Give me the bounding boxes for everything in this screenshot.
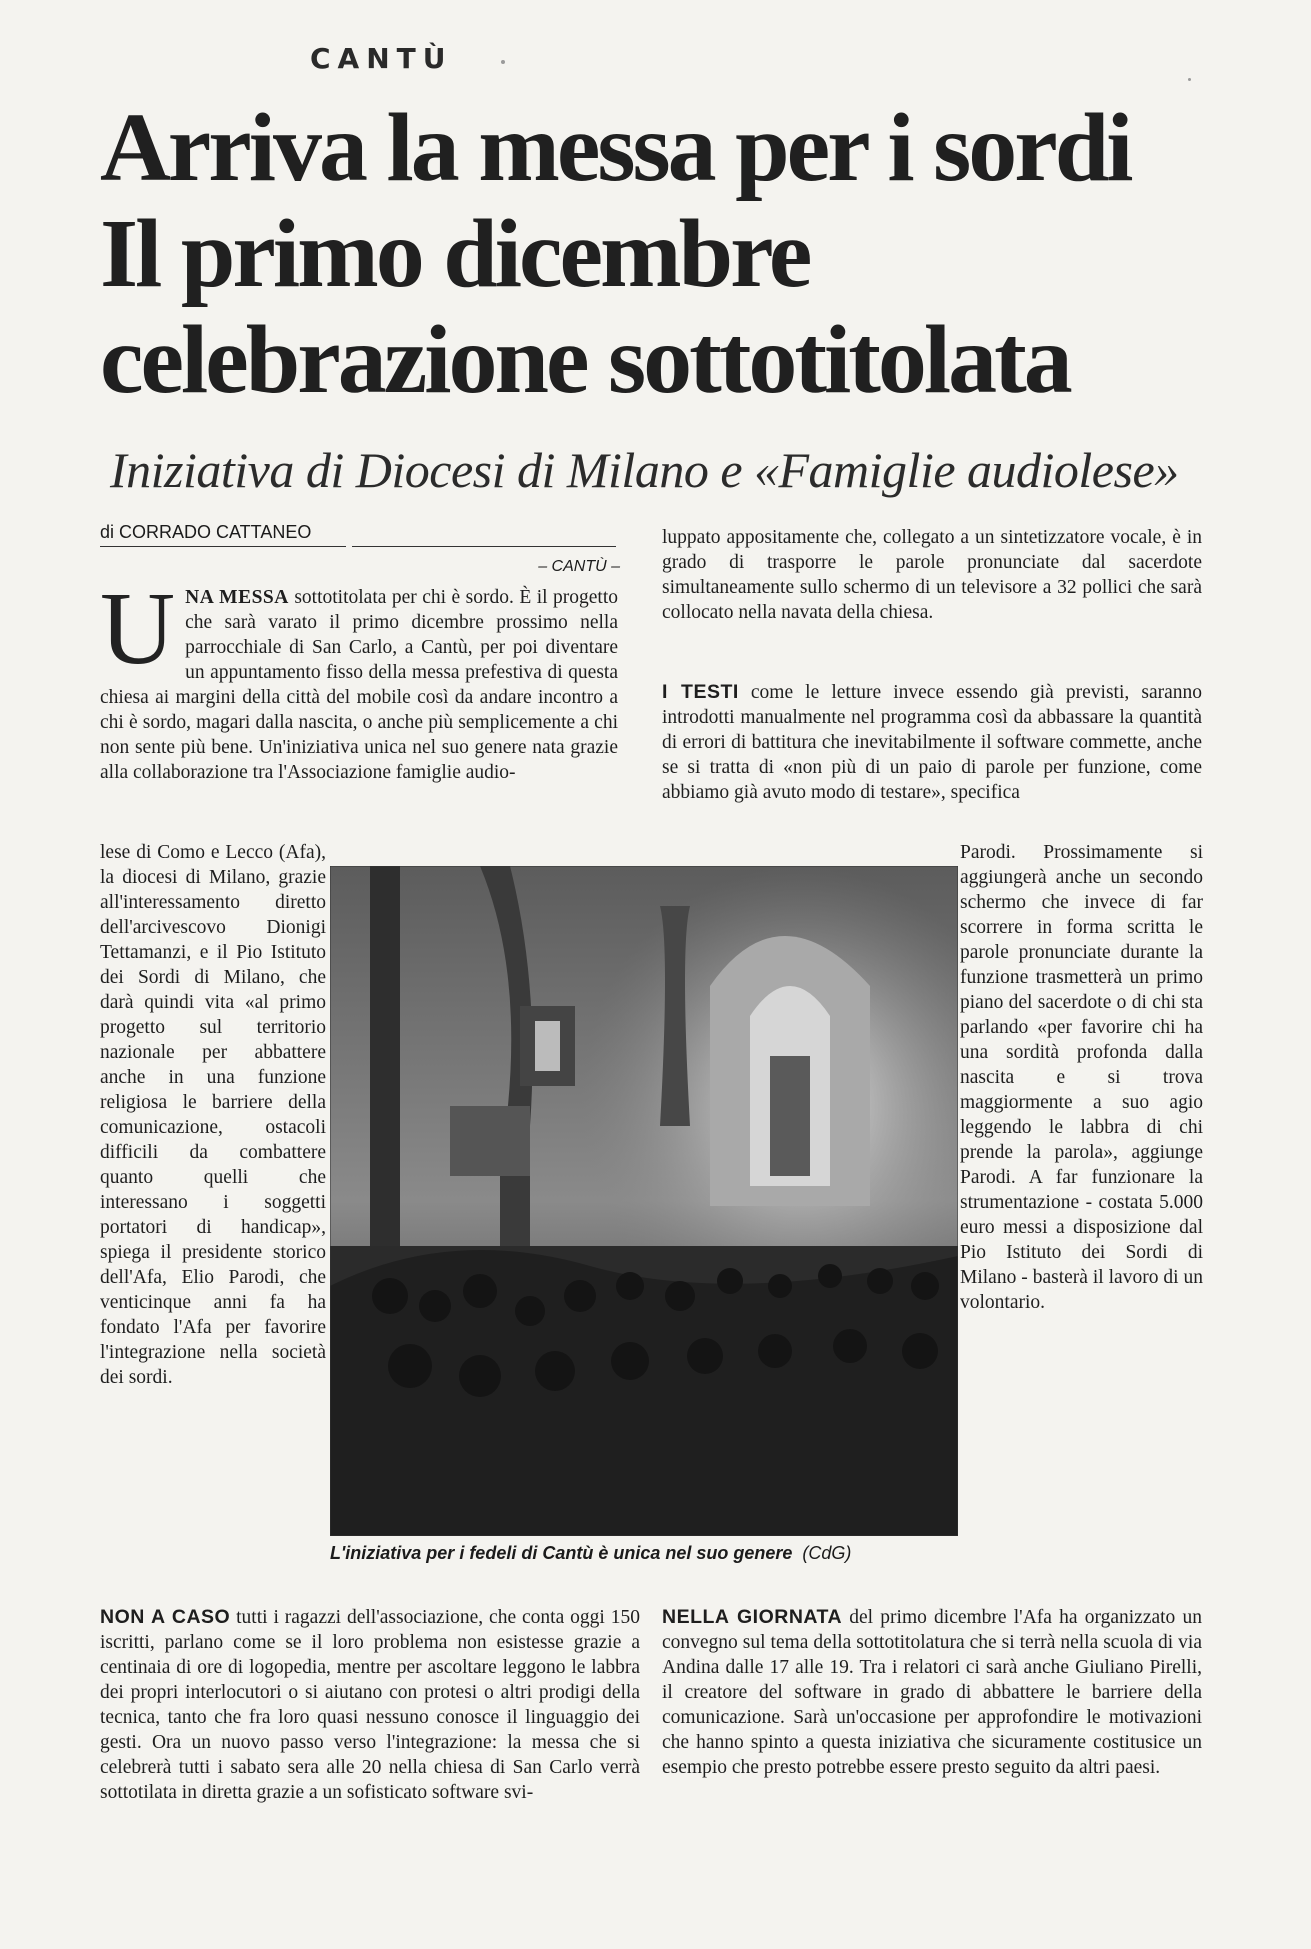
column-2-top-text: luppato appositamente che, collegato a un sintetizzatore vocale, è in grado di trasporre le parole pronunciate dal sacerdote simultaneamente sullo schermo di un televisore a 32 pollici che sarà collocato nella navata della chiesa.	[662, 527, 1202, 623]
runin-i-testi: I TESTI	[662, 681, 739, 703]
headline-line-3: celebrazione sottotitolata	[100, 306, 1070, 414]
subheadline: Iniziativa di Diocesi di Milano e «Famiglie audiolese»	[110, 442, 1179, 498]
bottom-right-paragraph	[662, 1605, 1202, 1780]
byline-rule	[352, 546, 616, 547]
lead-text: sottotitolata per chi è sordo. È il progetto che sarà varato il primo dicembre prossimo nella parrocchiale di San Carlo, a Cantù, per poi diventare un appuntamento fisso della messa prefestiva di questa chiesa ai margini della città del mobile così da andare incontro a chi è sordo, magari dalla nascita, o anche più semplicemente a chi non sente più bene. Un'iniziativa unica nel suo genere nata grazie alla collaborazione tra l'Associazione famiglie audio-	[100, 587, 618, 783]
caption-credit: (CdG)	[802, 1543, 852, 1563]
column-2-paragraph-text: come le letture invece essendo già previsti, saranno introdotti manualmente nel programma così da abbassare la quantità di errori di battitura che inevitabilmente il software commette, anche se si tratta di «non più di un paio di parole per funzione, come abbiamo già avuto modo di testare», specifica	[662, 682, 1202, 803]
byline: di CORRADO CATTANEO	[100, 520, 346, 547]
church-interior-photo	[330, 866, 958, 1536]
lead-paragraph	[100, 571, 618, 785]
photo-caption	[330, 1543, 958, 1564]
headline-line-2: Il primo dicembre	[100, 200, 810, 308]
column-1-narrow-text: lese di Como e Lecco (Afa), la diocesi di Milano, grazie all'interessamento diretto dell'arcivescovo Dionigi Tettamanzi, e il Pio Istituto dei Sordi di Milano, che darà quindi vita «al primo progetto sul territorio nazionale per abbattere anche in una funzione religiosa le barriere della comunicazione, ostacoli difficili da combattere quanto quelli che interessano i soggetti portatori di handicap», spiega il presidente storico dell'Afa, Elio Parodi, che venticinque anni fa ha fondato l'Afa per favorire l'integrazione nella società dei sordi.	[100, 842, 326, 1388]
runin-nella-giornata: NELLA GIORNATA	[662, 1606, 843, 1628]
headline-line-1: Arriva la messa per i sordi	[100, 94, 1131, 202]
caption-text: L'iniziativa per i fedeli di Cantù è unica nel suo genere	[330, 1543, 793, 1563]
scan-speck	[1188, 78, 1191, 81]
runin-non-a-caso: NON A CASO	[100, 1606, 231, 1628]
bottom-left-paragraph	[100, 1605, 640, 1805]
scan-speck	[501, 60, 505, 64]
lead-caps: NA MESSA	[185, 587, 289, 608]
dateline: – CANTÙ –	[538, 558, 620, 575]
headline	[100, 95, 1260, 413]
column-3-narrow-text: Parodi. Prossimamente si aggiungerà anche un secondo schermo che invece di far scorrere in forma scritta le parole pronunciate durante la funzione trasmetterà un primo piano del sacerdote o di chi sta parlando «per favorire chi ha una sordità profonda dalla nascita e si trova maggiormente a suo agio leggendo le labbra di chi prende la parola», aggiunge Parodi. A far funzionare la strumentazione - costata 5.000 euro messi a disposizione dal Pio Istituto dei Sordi di Milano - basterà il lavoro di un volontario.	[960, 842, 1203, 1313]
drop-cap: U	[100, 571, 176, 686]
bottom-left-text: tutti i ragazzi dell'associazione, che conta oggi 150 iscritti, parlano come se il loro problema non esistesse grazie a centinaia di ore di logopedia, mentre per ascoltare leggono le labbra dei propri interlocutori o si aiutano con protesi o altri prodigi della tecnica, tanto che fra loro quasi nessuno conosce il linguaggio dei gesti. Ora un nuovo passo verso l'integrazione: la messa che si celebrerà tutti i sabato sera alle 20 nella chiesa di San Carlo verrà sottotilata in diretta grazie a un sofisticato software svi-	[100, 1607, 640, 1803]
section-kicker: CANTÙ	[310, 42, 453, 75]
column-2-paragraph	[662, 680, 1202, 805]
bottom-right-text: del primo dicembre l'Afa ha organizzato un convegno sul tema della sottotitolatura che si terrà nella scuola di via Andina dalle 17 alle 19. Tra i relatori ci sarà anche Giuliano Pirelli, il creatore del software in grado di abbattere le barriere della comunicazione. Sarà un'occasione per approfondire le motivazioni che hanno spinto a questa iniziativa che sicuramente costitusice un esempio che presto potrebbe essere presto seguito da altri paesi.	[662, 1607, 1202, 1778]
